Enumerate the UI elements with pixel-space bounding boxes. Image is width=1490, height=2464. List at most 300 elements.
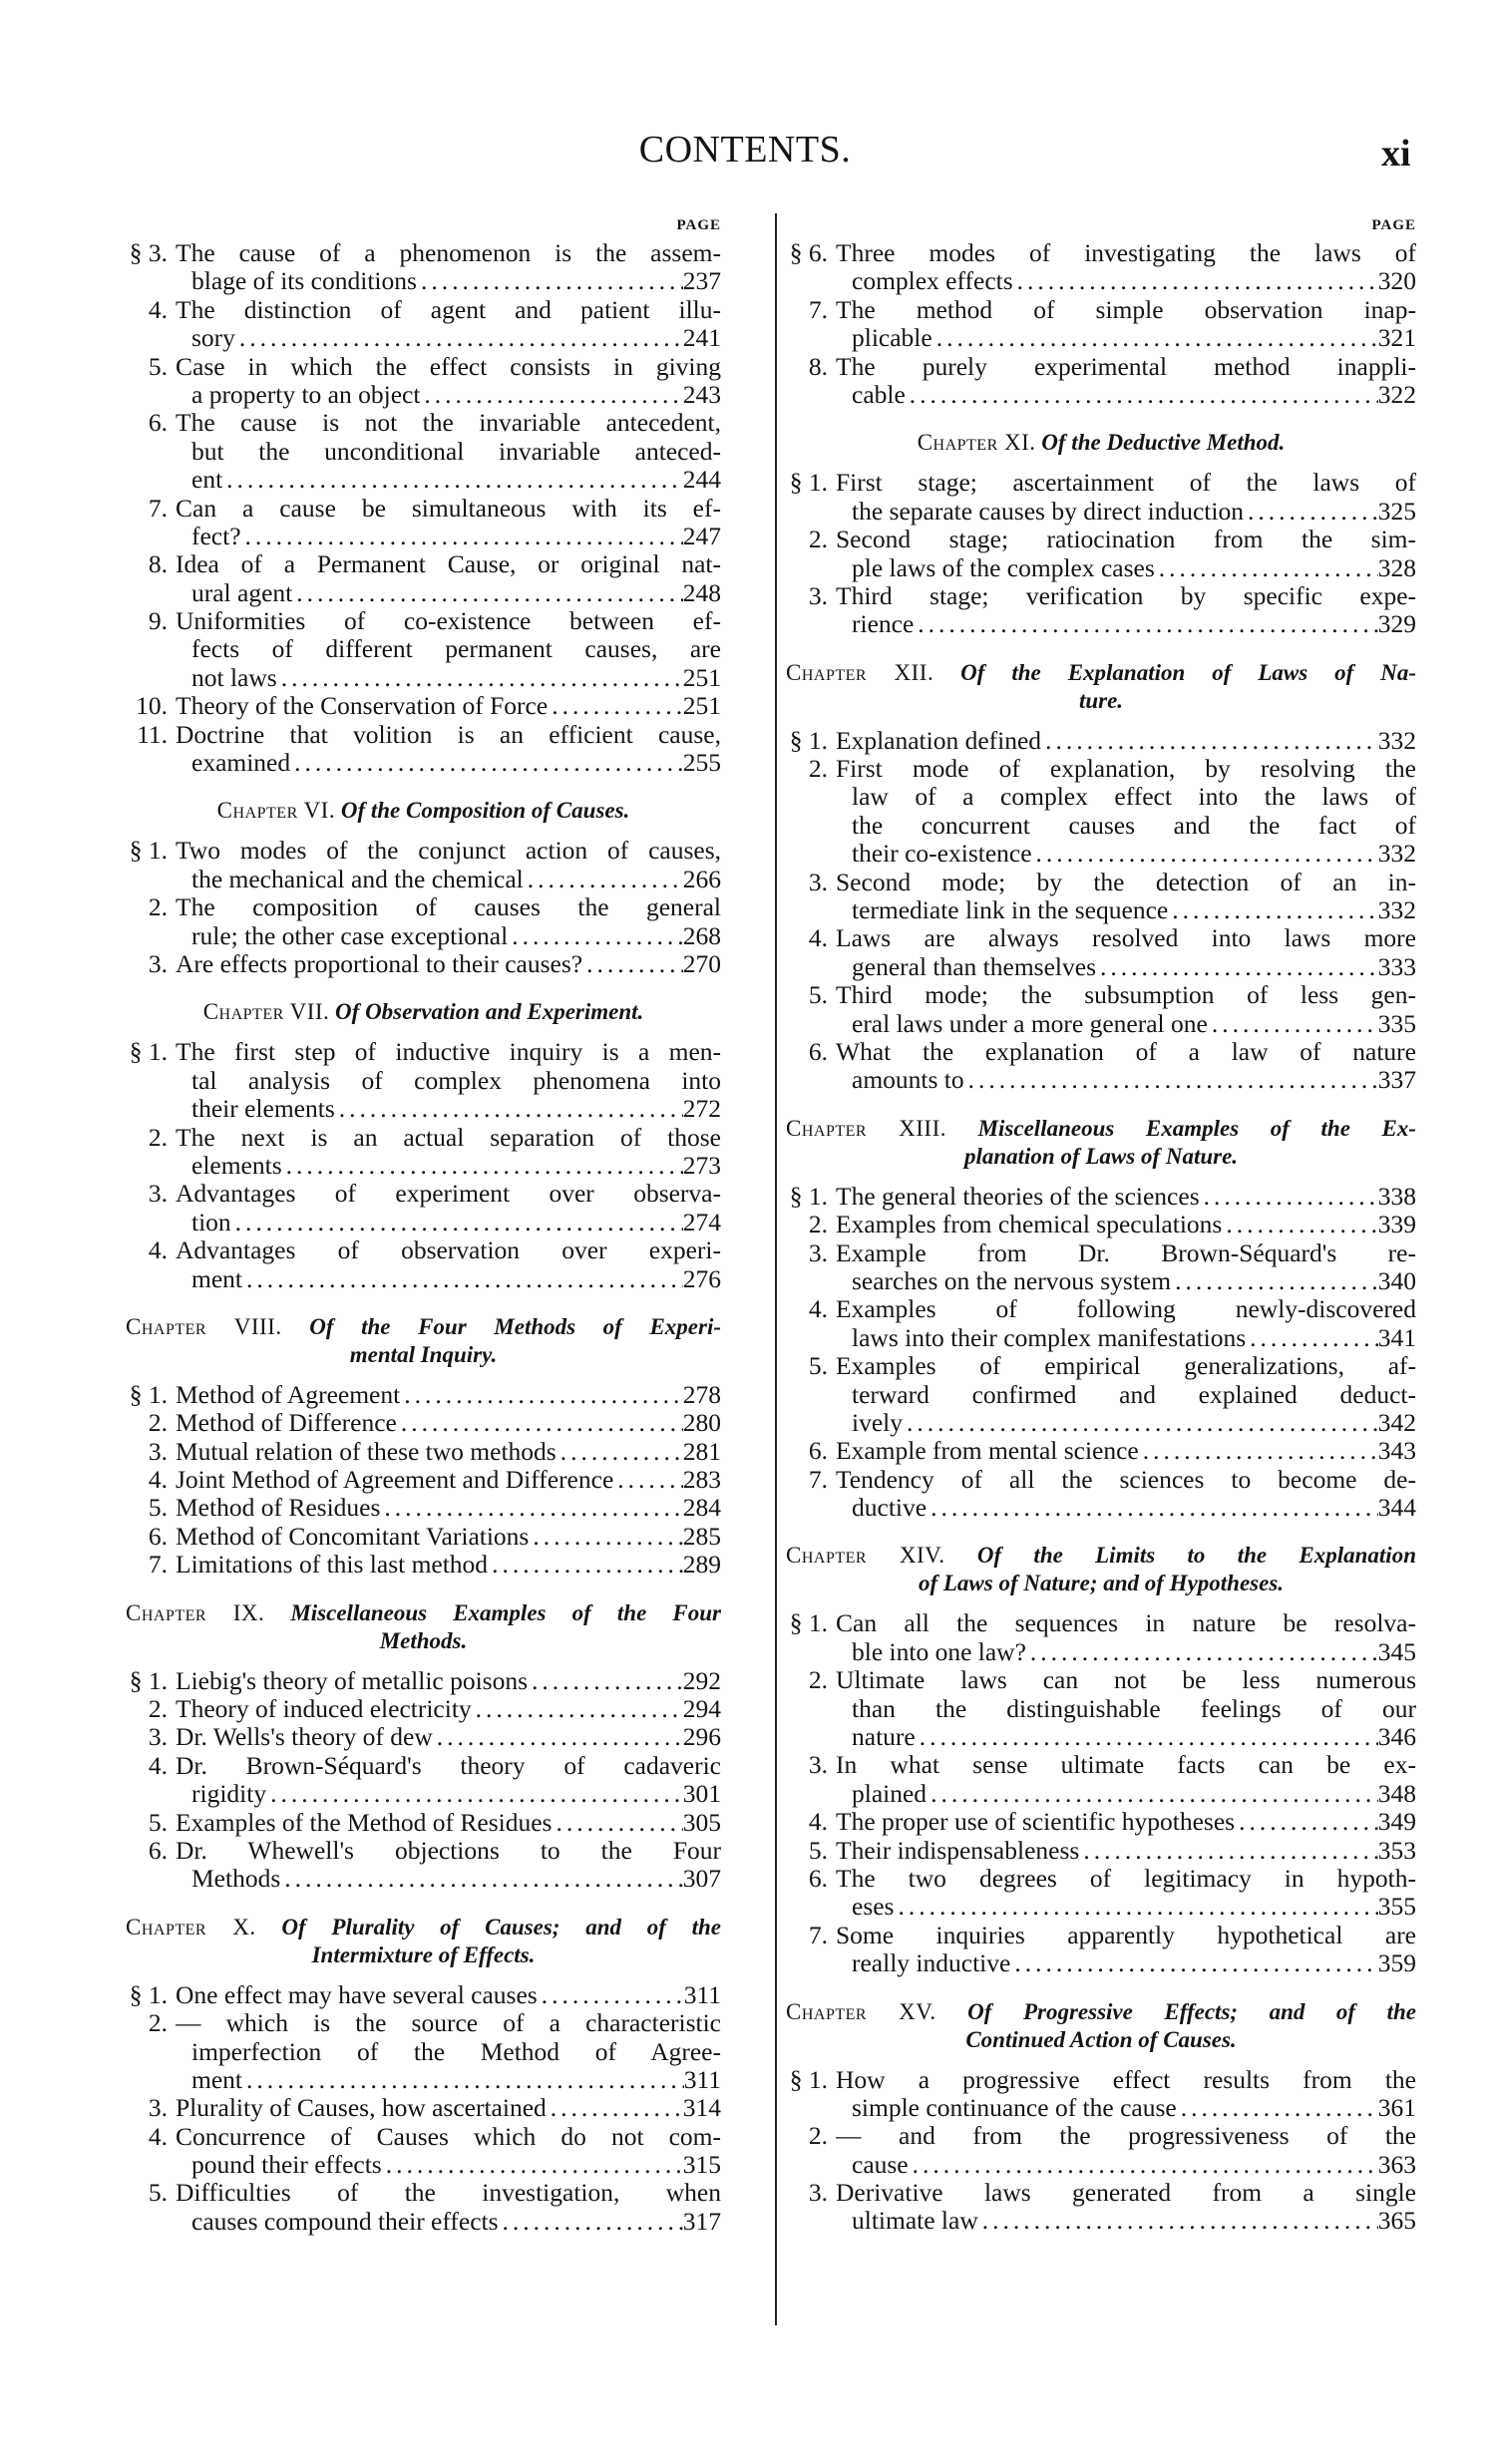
chapter-heading xyxy=(786,659,1416,715)
section-text: Method of Concomitant Variations xyxy=(176,1522,530,1551)
toc-entry-line xyxy=(126,1981,721,2009)
section-text: — which is the source of a characteristic xyxy=(176,2009,721,2038)
toc-entry-line xyxy=(126,1152,721,1180)
toc-entry-line xyxy=(786,267,1416,295)
toc-entry-line xyxy=(126,950,721,978)
toc-entry-line xyxy=(126,1865,721,1893)
indent xyxy=(786,1695,852,1723)
section-text: Tendency of all the sciences to become de- xyxy=(836,1465,1416,1494)
toc-entry-line xyxy=(786,2179,1416,2207)
section-text: really inductive xyxy=(852,1949,1011,1978)
contents-column-right xyxy=(786,211,1416,2236)
section-number: § 1. xyxy=(789,2064,828,2094)
dot-leader xyxy=(1168,896,1378,924)
page-column-label: PAGE xyxy=(676,217,721,233)
chapter-heading xyxy=(786,1115,1416,1171)
toc-entry-line xyxy=(126,296,721,324)
section-text: tion xyxy=(191,1208,231,1236)
page-number: 251 xyxy=(682,691,721,721)
toc-entry xyxy=(126,1381,721,1409)
section-number: § 1. xyxy=(789,1608,828,1638)
section-text: Three modes of investigating the laws of xyxy=(836,239,1416,267)
page-number: 337 xyxy=(1377,1065,1416,1095)
toc-entry xyxy=(786,1837,1416,1865)
section-text: ural agent xyxy=(191,578,293,607)
dot-leader xyxy=(906,381,1378,409)
chapter-title: Miscellaneous Examples of the Ex- xyxy=(977,1115,1417,1141)
section-text: a property to an object xyxy=(191,380,421,409)
chapter-label: Chapter VI. xyxy=(216,798,336,824)
chapter-heading xyxy=(126,1313,721,1369)
page-number: 284 xyxy=(682,1493,721,1523)
toc-entry xyxy=(786,1437,1416,1465)
dot-leader xyxy=(397,1409,683,1437)
chapter-label: Chapter XIII. xyxy=(786,1115,946,1141)
dot-leader xyxy=(1222,1211,1377,1238)
section-text: plicable xyxy=(852,324,932,353)
page-number: 332 xyxy=(1377,895,1416,925)
toc-entry-line xyxy=(126,2208,721,2236)
toc-entry xyxy=(786,727,1416,755)
section-number: 5. xyxy=(148,351,168,381)
section-text: Uniformities of co-existence between ef- xyxy=(176,607,721,636)
dot-leader xyxy=(499,2208,683,2236)
section-text: nature xyxy=(852,1723,916,1752)
section-text: searches on the nervous system xyxy=(852,1266,1172,1295)
toc-entry-line xyxy=(786,2207,1416,2235)
section-text: ment xyxy=(191,2065,242,2094)
section-text: The cause of a phenomenon is the assem- xyxy=(176,239,721,267)
dot-leader xyxy=(242,2066,684,2094)
indent xyxy=(786,324,852,352)
toc-entry-line xyxy=(786,1949,1416,1977)
toc-entry-line xyxy=(786,727,1416,755)
section-text: The composition of causes the general xyxy=(176,893,721,922)
section-number: § 1. xyxy=(129,836,168,866)
page-number: 349 xyxy=(1377,1807,1416,1837)
chapter-label: Chapter XII. xyxy=(786,659,934,685)
section-number: 3. xyxy=(808,1237,828,1267)
page-number: 329 xyxy=(1377,609,1416,639)
dot-leader xyxy=(552,1809,682,1837)
indent xyxy=(126,438,191,466)
chapter-title: Of the Limits to the Explanation xyxy=(976,1543,1416,1569)
toc-entry-line xyxy=(786,812,1416,840)
toc-entry xyxy=(126,837,721,893)
toc-entry-line xyxy=(126,2151,721,2179)
chapter-heading-line xyxy=(126,1599,721,1627)
page-number: 311 xyxy=(683,2064,721,2094)
chapter-heading-line xyxy=(786,1115,1416,1143)
indent xyxy=(126,381,191,409)
toc-entry-line xyxy=(126,1180,721,1208)
section-text: Concurrence of Causes which do not com- xyxy=(176,2122,721,2151)
chapter-heading-line xyxy=(786,1998,1416,2026)
dot-leader xyxy=(927,1780,1378,1808)
indent xyxy=(126,2038,191,2066)
dot-leader xyxy=(903,1409,1378,1437)
toc-entry xyxy=(786,1295,1416,1352)
toc-entry-line xyxy=(786,1409,1416,1437)
toc-entry-line xyxy=(786,296,1416,324)
section-text: Third mode; the subsumption of less gen- xyxy=(836,981,1416,1010)
dot-leader xyxy=(400,1381,683,1409)
dot-leader xyxy=(529,1523,682,1551)
dot-leader xyxy=(380,1494,682,1522)
toc-entry xyxy=(126,1981,721,2009)
page-number: 251 xyxy=(682,662,721,692)
toc-entry-line xyxy=(786,582,1416,610)
chapter-title: Of the Composition of Causes. xyxy=(340,798,630,824)
section-text: Third stage; verification by specific expe- xyxy=(836,581,1416,610)
toc-entry xyxy=(126,409,721,494)
section-text: terward confirmed and explained deduct- xyxy=(852,1380,1416,1409)
chapter-heading xyxy=(126,1914,721,1969)
toc-entry xyxy=(786,469,1416,526)
page-number: 345 xyxy=(1377,1636,1416,1666)
indent xyxy=(126,866,191,893)
section-number: 8. xyxy=(148,549,168,579)
section-text: amounts to xyxy=(852,1066,964,1095)
indent xyxy=(786,498,852,526)
dot-leader xyxy=(382,2151,683,2179)
section-number: 9. xyxy=(148,606,168,636)
dot-leader xyxy=(417,267,683,295)
page-number: 314 xyxy=(682,2093,721,2123)
section-text: ent xyxy=(191,466,223,495)
toc-entry-line xyxy=(126,721,721,749)
toc-entry-line xyxy=(126,2038,721,2066)
section-text: Their indispensableness xyxy=(836,1836,1080,1865)
section-text: laws into their complex manifestations xyxy=(852,1323,1247,1352)
toc-entry xyxy=(126,1180,721,1236)
toc-entry xyxy=(126,1667,721,1695)
dot-leader xyxy=(524,866,683,893)
section-text: fects of different permanent causes, are xyxy=(191,635,721,664)
toc-entry-line xyxy=(126,1038,721,1066)
chapter-title: Methods. xyxy=(379,1627,468,1653)
toc-entry-line xyxy=(786,1808,1416,1836)
toc-entry-line xyxy=(786,1638,1416,1666)
toc-entry-line xyxy=(786,1437,1416,1465)
toc-entry-line xyxy=(126,2094,721,2122)
indent xyxy=(126,749,191,777)
toc-entry-line xyxy=(126,2123,721,2151)
toc-entry-line xyxy=(126,324,721,352)
section-text: Dr. Whewell's objections to the Four xyxy=(176,1836,721,1865)
indent xyxy=(126,1067,191,1095)
toc-entry xyxy=(126,2009,721,2094)
toc-entry xyxy=(786,1865,1416,1922)
chapter-heading-line xyxy=(126,797,721,825)
section-number: 2. xyxy=(148,1122,168,1152)
indent xyxy=(786,2094,852,2122)
page-number: 289 xyxy=(682,1550,721,1580)
toc-entry xyxy=(126,1523,721,1551)
section-text: Joint Method of Agreement and Difference xyxy=(176,1466,614,1495)
indent xyxy=(786,1066,852,1094)
indent xyxy=(786,953,852,981)
section-text: fect? xyxy=(191,522,241,550)
dot-leader xyxy=(916,1723,1378,1751)
toc-entry xyxy=(126,1752,721,1809)
section-text: The general theories of the sciences xyxy=(836,1182,1200,1211)
toc-entry-line xyxy=(126,1494,721,1522)
dot-leader xyxy=(1096,953,1378,981)
toc-entry xyxy=(786,1609,1416,1666)
section-number: 5. xyxy=(148,1807,168,1837)
toc-entry xyxy=(126,607,721,692)
chapter-label: Chapter IX. xyxy=(126,1599,265,1625)
toc-entry xyxy=(786,1466,1416,1523)
indent xyxy=(126,579,191,607)
section-text: law of a complex effect into the laws of xyxy=(852,783,1416,812)
toc-entry-line xyxy=(126,579,721,607)
toc-entry-line xyxy=(786,1295,1416,1323)
page-number: 332 xyxy=(1377,725,1416,755)
toc-entry xyxy=(786,1922,1416,1978)
toc-entry-line xyxy=(126,664,721,692)
chapter-heading-line xyxy=(126,1627,721,1655)
chapter-label: Chapter VII. xyxy=(202,999,330,1025)
indent xyxy=(786,1780,852,1808)
dot-leader xyxy=(508,922,683,950)
dot-leader xyxy=(231,1209,683,1236)
dot-leader xyxy=(290,749,683,777)
section-text: ble into one law? xyxy=(852,1637,1026,1666)
toc-entry-line xyxy=(126,1667,721,1695)
section-text: ment xyxy=(191,1264,242,1293)
indent xyxy=(786,1010,852,1038)
section-text: The next is an actual separation of those xyxy=(176,1123,721,1152)
section-number: 4. xyxy=(148,1235,168,1265)
toc-entry-line xyxy=(786,1893,1416,1921)
chapter-heading xyxy=(786,429,1416,457)
page-number: 340 xyxy=(1377,1265,1416,1295)
toc-entry-line xyxy=(126,1809,721,1837)
toc-entry-line xyxy=(126,1695,721,1723)
toc-entry-line xyxy=(126,2179,721,2207)
dot-leader xyxy=(488,1551,683,1579)
section-text: rience xyxy=(852,610,915,639)
section-text: Theory of the Conservation of Force xyxy=(176,692,549,721)
section-text: Second stage; ratiocination from the sim- xyxy=(836,526,1416,554)
dot-leader xyxy=(1079,1837,1377,1865)
indent xyxy=(786,1949,852,1977)
section-number: 3. xyxy=(808,1750,828,1780)
chapter-heading xyxy=(786,1998,1416,2054)
chapter-title: mental Inquiry. xyxy=(349,1341,498,1367)
toc-entry-line xyxy=(786,1010,1416,1038)
chapter-heading-line xyxy=(126,1313,721,1341)
toc-entry-line xyxy=(126,2066,721,2094)
section-number: 4. xyxy=(808,923,828,953)
toc-entry-line xyxy=(786,953,1416,981)
indent xyxy=(786,1267,852,1295)
indent xyxy=(786,896,852,924)
toc-entry xyxy=(126,1038,721,1123)
toc-entry xyxy=(786,296,1416,353)
page-number: 322 xyxy=(1377,379,1416,409)
toc-entry xyxy=(126,296,721,353)
section-number: § 1. xyxy=(789,1181,828,1211)
toc-entry-line xyxy=(126,1381,721,1409)
page-number: 332 xyxy=(1377,839,1416,869)
chapter-heading-line xyxy=(786,687,1416,715)
section-text: Examples of the Method of Residues xyxy=(176,1808,553,1837)
toc-entry xyxy=(786,981,1416,1038)
section-number: 10. xyxy=(136,691,168,721)
section-text: Laws are always resolved into laws more xyxy=(836,924,1416,953)
toc-entry-line xyxy=(126,438,721,466)
indent xyxy=(786,2151,852,2179)
dot-leader xyxy=(528,1667,683,1695)
toc-entry xyxy=(786,2179,1416,2236)
section-text: Mutual relation of these two methods xyxy=(176,1437,557,1466)
page-number: 266 xyxy=(682,864,721,893)
section-number: § 1. xyxy=(789,468,828,498)
section-number: 2. xyxy=(808,1210,828,1239)
dot-leader xyxy=(242,1265,683,1293)
toc-entry-line xyxy=(786,554,1416,582)
dot-leader xyxy=(241,523,683,550)
page-number: 365 xyxy=(1377,2206,1416,2236)
section-text: Method of Residues xyxy=(176,1494,381,1523)
dot-leader xyxy=(1010,1949,1377,1977)
section-number: 2. xyxy=(148,892,168,922)
toc-entry-line xyxy=(126,1095,721,1123)
page-number: 320 xyxy=(1377,266,1416,296)
section-text: Can a cause be simultaneous with its ef- xyxy=(176,494,721,523)
toc-entry xyxy=(126,2123,721,2180)
section-text: Example from mental science xyxy=(836,1437,1139,1466)
dot-leader xyxy=(280,1865,683,1893)
section-text: Explanation defined xyxy=(836,726,1042,755)
section-number: 3. xyxy=(808,2178,828,2208)
page-number: 346 xyxy=(1377,1722,1416,1752)
dot-leader xyxy=(1139,1437,1378,1465)
section-text: The cause is not the invariable antecedent, xyxy=(176,409,721,438)
toc-entry-line xyxy=(126,466,721,494)
toc-entry-line xyxy=(126,837,721,865)
page-number: 237 xyxy=(682,266,721,296)
indent xyxy=(786,812,852,840)
chapter-title: Of the Explanation of Laws of Na- xyxy=(960,659,1417,685)
toc-entry xyxy=(786,1038,1416,1095)
toc-entry xyxy=(786,353,1416,410)
dot-leader xyxy=(1235,1808,1378,1836)
section-text: The two degrees of legitimacy in hypoth- xyxy=(836,1864,1416,1893)
dot-leader xyxy=(613,1466,682,1494)
toc-entry-line xyxy=(786,1494,1416,1522)
section-text: The distinction of agent and patient illu- xyxy=(176,295,721,324)
toc-entry-line xyxy=(786,1922,1416,1949)
indent xyxy=(786,1324,852,1352)
dot-leader xyxy=(1244,498,1378,526)
dot-leader xyxy=(582,950,683,978)
toc-entry-line xyxy=(786,1183,1416,1211)
toc-entry xyxy=(126,2094,721,2122)
section-text: ively xyxy=(852,1408,903,1437)
chapter-heading-line xyxy=(786,1143,1416,1171)
toc-entry-line xyxy=(786,2066,1416,2094)
dot-leader xyxy=(1171,1267,1378,1295)
section-text: ultimate law xyxy=(852,2207,978,2236)
dot-leader xyxy=(1032,840,1378,868)
section-number: 7. xyxy=(148,1550,168,1580)
toc-entry-line xyxy=(786,1865,1416,1893)
section-text: Theory of induced electricity xyxy=(176,1695,472,1724)
toc-entry-line xyxy=(786,1837,1416,1865)
section-text: In what sense ultimate facts can be ex- xyxy=(836,1751,1416,1780)
dot-leader xyxy=(282,1152,683,1180)
chapter-heading xyxy=(126,998,721,1026)
section-text: but the unconditional invariable anteced- xyxy=(191,437,721,466)
page-number: 363 xyxy=(1377,2149,1416,2179)
section-text: Advantages of observation over experi- xyxy=(176,1236,721,1265)
section-number: 5. xyxy=(808,1835,828,1865)
page-number: 247 xyxy=(682,521,721,550)
page-number: 241 xyxy=(682,323,721,353)
toc-entry-line xyxy=(126,1837,721,1865)
toc-entry-line xyxy=(126,1780,721,1808)
page-number: 311 xyxy=(683,1979,721,2009)
toc-entry-line xyxy=(126,635,721,663)
chapter-heading xyxy=(126,1599,721,1655)
section-number: 11. xyxy=(137,719,168,749)
section-text: What the explanation of a law of nature xyxy=(836,1037,1416,1066)
section-text: pound their effects xyxy=(191,2151,382,2180)
chapter-heading-line xyxy=(786,429,1416,457)
toc-entry-line xyxy=(126,239,721,267)
chapter-label: Chapter X. xyxy=(126,1914,256,1939)
toc-entry-line xyxy=(126,550,721,578)
page-number: 270 xyxy=(682,948,721,978)
page-number: 344 xyxy=(1377,1493,1416,1523)
indent xyxy=(126,1152,191,1180)
toc-entry-line xyxy=(786,755,1416,783)
section-text: Second mode; by the detection of an in- xyxy=(836,868,1416,896)
toc-entry-line xyxy=(786,840,1416,868)
toc-entry xyxy=(786,239,1416,296)
indent xyxy=(786,1381,852,1409)
indent xyxy=(126,1095,191,1123)
indent xyxy=(786,1409,852,1437)
indent xyxy=(126,2066,191,2094)
section-text: eses xyxy=(852,1893,895,1922)
section-text: causes compound their effects xyxy=(191,2207,499,2236)
chapter-title: Of the Four Methods of Experi- xyxy=(309,1313,721,1339)
toc-entry xyxy=(126,1494,721,1522)
section-number: 5. xyxy=(148,1493,168,1523)
dot-leader xyxy=(964,1066,1378,1094)
indent xyxy=(786,610,852,638)
section-number: 3. xyxy=(148,2093,168,2123)
toc-entry-line xyxy=(126,353,721,381)
section-text: The proper use of scientific hypotheses xyxy=(836,1808,1236,1837)
toc-entry-line xyxy=(126,1067,721,1095)
section-text: Method of Difference xyxy=(176,1409,397,1438)
dot-leader xyxy=(472,1695,683,1723)
toc-entry-line xyxy=(786,869,1416,896)
section-text: How a progressive effect results from the xyxy=(836,2065,1416,2094)
dot-leader xyxy=(420,381,682,409)
toc-entry xyxy=(126,1409,721,1437)
page-number: 355 xyxy=(1377,1892,1416,1922)
section-text: tal analysis of complex phenomena into xyxy=(191,1066,721,1095)
section-number: 3. xyxy=(148,1722,168,1752)
toc-entry xyxy=(786,582,1416,639)
